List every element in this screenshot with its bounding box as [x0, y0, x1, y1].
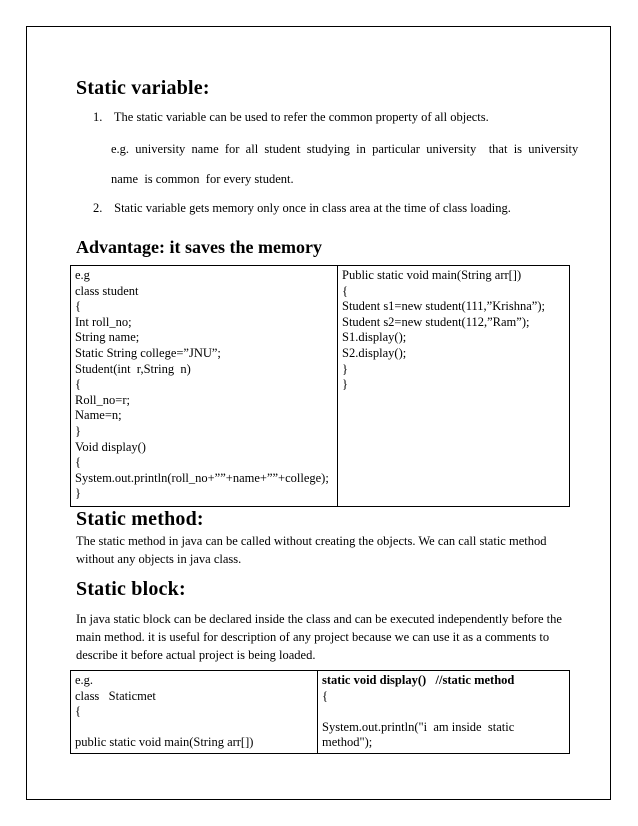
- code-line: class student: [75, 283, 139, 298]
- code-line: }: [342, 377, 348, 392]
- code-line: {: [75, 299, 81, 314]
- code-line: String name;: [75, 330, 140, 345]
- code-table-1-right-cell: [338, 266, 570, 507]
- static-method-line-1: The static method in java can be called without creating the objects. We can call static method: [76, 534, 547, 548]
- example-line-1: e.g. university name for all student studying in particular university that is university: [111, 142, 579, 156]
- code-line-bold: static void display() //static method: [322, 673, 515, 687]
- list-item-1: [93, 108, 489, 126]
- code-line: Public static void main(String arr[]): [342, 268, 522, 282]
- static-block-line-1: In java static block can be declared inside the class and can be executed independently before the: [76, 612, 562, 626]
- code-line: }: [75, 486, 81, 501]
- code-line: public static void main(String arr[]): [75, 735, 254, 750]
- static-block-line-2: main method. it is useful for description of any project because we can use it as a comments to: [76, 630, 550, 644]
- list-number-2: 2.: [93, 201, 103, 215]
- code-line: }: [75, 423, 81, 438]
- static-block-line-3: describe it before actual project is being loaded.: [76, 648, 316, 662]
- code-table-2-right-cell: [318, 671, 570, 754]
- code-line: Roll_no=r;: [75, 392, 130, 407]
- code-line: [75, 720, 313, 736]
- code-table-1-left-cell: [71, 266, 338, 507]
- code-line: System.out.println("i am inside static: [322, 719, 515, 734]
- code-line: [322, 704, 565, 720]
- code-table-2: [70, 670, 570, 754]
- code-line: }: [342, 361, 348, 376]
- static-block-heading: Static block:: [76, 578, 186, 600]
- code-line: Student(int r,String n): [75, 361, 191, 376]
- static-method-line-2: without any objects in java class.: [76, 552, 242, 566]
- static-method-heading: Static method:: [76, 508, 204, 530]
- example-line-2: name is common for every student.: [111, 172, 294, 186]
- list-item-2: [93, 199, 511, 217]
- code-line: e.g: [75, 268, 90, 282]
- static-variable-heading: Static variable:: [76, 77, 210, 99]
- code-table-1: [70, 265, 570, 507]
- code-line: S1.display();: [342, 330, 407, 345]
- code-line: Name=n;: [75, 408, 122, 423]
- code-line: S2.display();: [342, 345, 407, 360]
- code-line: Static String college=”JNU”;: [75, 345, 221, 360]
- list-text-2: Static variable gets memory only once in class area at the time of class loading.: [114, 201, 511, 215]
- code-line: {: [322, 688, 328, 703]
- code-line: {: [75, 455, 81, 470]
- code-table-2-left-cell: [71, 671, 318, 754]
- code-line: method");: [322, 735, 373, 750]
- code-line: Student s2=new student(112,”Ram”);: [342, 314, 530, 329]
- code-line: Int roll_no;: [75, 314, 132, 329]
- code-line: {: [75, 704, 81, 719]
- code-line: Void display(): [75, 439, 146, 454]
- code-line: class Staticmet: [75, 688, 156, 703]
- code-line: Student s1=new student(111,”Krishna”);: [342, 299, 545, 314]
- code-line: e.g.: [75, 673, 94, 687]
- list-text-1: The static variable can be used to refer the common property of all objects.: [113, 110, 489, 124]
- code-line: {: [342, 283, 348, 298]
- advantage-heading: Advantage: it saves the memory: [76, 237, 322, 257]
- code-line: {: [75, 377, 81, 392]
- list-number-1: 1.: [93, 110, 103, 124]
- code-line: System.out.println(roll_no+””+name+””+college);: [75, 470, 329, 485]
